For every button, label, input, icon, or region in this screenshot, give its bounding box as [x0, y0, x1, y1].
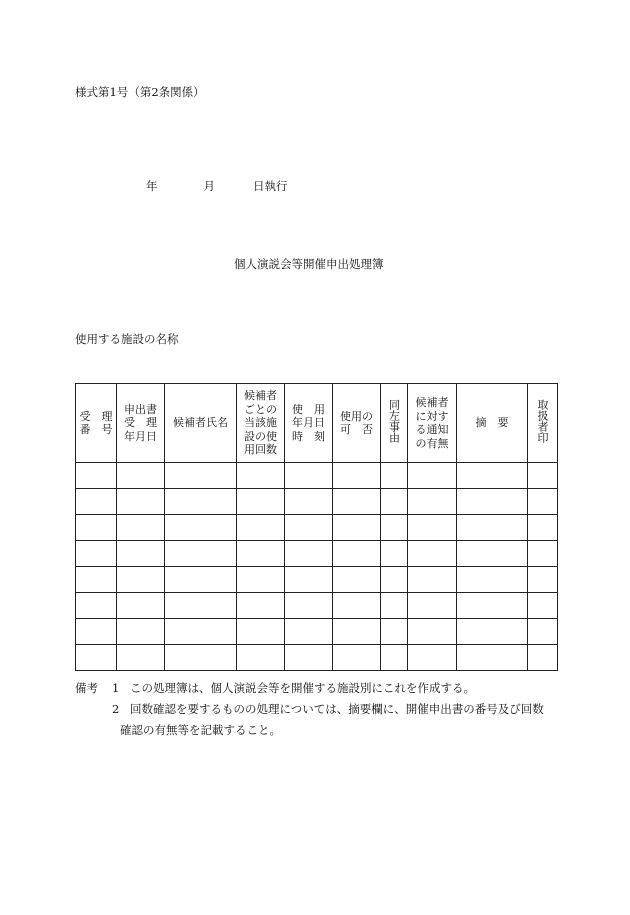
table-cell[interactable] — [117, 619, 165, 645]
document-title: 個人演説会等開催申出処理簿 — [234, 257, 384, 271]
table-cell[interactable] — [457, 593, 528, 619]
table-cell[interactable] — [381, 515, 408, 541]
table-row — [76, 593, 558, 619]
header-application-receipt-date: 申出書 受 理 年月日 — [117, 384, 165, 463]
table-cell[interactable] — [408, 593, 457, 619]
table-cell[interactable] — [528, 463, 558, 489]
table-cell[interactable] — [408, 619, 457, 645]
header-summary: 摘 要 — [457, 384, 528, 463]
table-cell[interactable] — [333, 619, 381, 645]
table-cell[interactable] — [381, 489, 408, 515]
header-candidate-notification: 候補者 に対す る通知 の有無 — [408, 384, 457, 463]
table-cell[interactable] — [528, 567, 558, 593]
table-cell[interactable] — [237, 645, 285, 671]
table-cell[interactable] — [165, 463, 237, 489]
header-use-datetime: 使 用 年月日 時 刻 — [285, 384, 333, 463]
table-cell[interactable] — [333, 541, 381, 567]
table-cell[interactable] — [333, 489, 381, 515]
table-cell[interactable] — [408, 645, 457, 671]
table-cell[interactable] — [457, 567, 528, 593]
header-candidate-name: 候補者氏名 — [165, 384, 237, 463]
table-cell[interactable] — [76, 515, 117, 541]
table-cell[interactable] — [457, 515, 528, 541]
note-1-text: この処理簿は、個人演説会等を開催する施設別にこれを作成する。 — [130, 681, 475, 695]
table-cell[interactable] — [237, 489, 285, 515]
header-handler-seal: 取扱者印 — [528, 384, 558, 463]
table-cell[interactable] — [117, 541, 165, 567]
table-cell[interactable] — [285, 593, 333, 619]
table-cell[interactable] — [165, 515, 237, 541]
form-number: 様式第1号（第2条関係） — [75, 85, 205, 99]
table-cell[interactable] — [408, 567, 457, 593]
note-2-text: 回数確認を要するものの処理については、摘要欄に、開催申出書の番号及び回数 — [130, 702, 544, 716]
header-receipt-number: 受 理 番 号 — [76, 384, 117, 463]
table-cell[interactable] — [237, 515, 285, 541]
header-reason: 同左事由 — [381, 384, 408, 463]
month-label: 月 — [203, 179, 215, 193]
table-cell[interactable] — [76, 489, 117, 515]
table-cell[interactable] — [237, 593, 285, 619]
execution-date-line — [146, 178, 288, 194]
table-cell[interactable] — [285, 515, 333, 541]
table-cell[interactable] — [237, 541, 285, 567]
table-cell[interactable] — [528, 515, 558, 541]
table-cell[interactable] — [333, 463, 381, 489]
table-row — [76, 541, 558, 567]
table-cell[interactable] — [408, 515, 457, 541]
table-cell[interactable] — [408, 463, 457, 489]
table-cell[interactable] — [457, 619, 528, 645]
table-cell[interactable] — [528, 619, 558, 645]
table-cell[interactable] — [333, 515, 381, 541]
table-cell[interactable] — [333, 645, 381, 671]
table-cell[interactable] — [285, 567, 333, 593]
table-row — [76, 619, 558, 645]
note-1-number: 1 — [112, 681, 120, 695]
table-cell[interactable] — [76, 645, 117, 671]
table-cell[interactable] — [117, 463, 165, 489]
table-cell[interactable] — [237, 619, 285, 645]
table-cell[interactable] — [528, 541, 558, 567]
table-row — [76, 463, 558, 489]
header-use-approval: 使用の 可 否 — [333, 384, 381, 463]
table-cell[interactable] — [381, 645, 408, 671]
notes-label: 備考 — [75, 681, 98, 695]
note-2-number: 2 — [112, 702, 120, 716]
table-cell[interactable] — [285, 619, 333, 645]
table-cell[interactable] — [237, 567, 285, 593]
table-cell[interactable] — [285, 463, 333, 489]
table-row — [76, 567, 558, 593]
table-cell[interactable] — [381, 619, 408, 645]
table-cell[interactable] — [165, 619, 237, 645]
table-cell[interactable] — [381, 541, 408, 567]
table-cell[interactable] — [457, 645, 528, 671]
table-cell[interactable] — [117, 567, 165, 593]
facility-name-label: 使用する施設の名称 — [75, 332, 179, 346]
header-facility-use-count: 候補者 ごとの 当該施 設の使 用回数 — [237, 384, 285, 463]
table-cell[interactable] — [165, 567, 237, 593]
table-cell[interactable] — [285, 489, 333, 515]
table-header-row — [76, 384, 558, 463]
table-cell[interactable] — [165, 593, 237, 619]
table-cell[interactable] — [528, 645, 558, 671]
day-execution-label: 日執行 — [253, 179, 288, 193]
table-cell[interactable] — [117, 515, 165, 541]
table-cell[interactable] — [76, 567, 117, 593]
table-cell[interactable] — [76, 619, 117, 645]
table-cell[interactable] — [333, 593, 381, 619]
table-row — [76, 489, 558, 515]
table-cell[interactable] — [117, 489, 165, 515]
table-cell[interactable] — [457, 541, 528, 567]
table-cell[interactable] — [285, 645, 333, 671]
table-cell[interactable] — [528, 593, 558, 619]
table-cell[interactable] — [165, 541, 237, 567]
table-row — [76, 515, 558, 541]
table-cell[interactable] — [381, 567, 408, 593]
table-cell[interactable] — [408, 541, 457, 567]
table-cell[interactable] — [381, 593, 408, 619]
table-cell[interactable] — [457, 489, 528, 515]
table-cell[interactable] — [117, 645, 165, 671]
table-cell[interactable] — [165, 645, 237, 671]
table-cell[interactable] — [76, 593, 117, 619]
table-cell[interactable] — [528, 489, 558, 515]
table-cell[interactable] — [381, 463, 408, 489]
note-2-continuation: 確認の有無等を記載すること。 — [120, 723, 281, 737]
register-table — [75, 383, 558, 671]
table-cell[interactable] — [408, 489, 457, 515]
table-row — [76, 645, 558, 671]
table-cell[interactable] — [76, 541, 117, 567]
table-cell[interactable] — [237, 463, 285, 489]
table-cell[interactable] — [333, 567, 381, 593]
table-cell[interactable] — [285, 541, 333, 567]
table-cell[interactable] — [165, 489, 237, 515]
table-cell[interactable] — [117, 593, 165, 619]
year-label: 年 — [146, 179, 158, 193]
table-cell[interactable] — [457, 463, 528, 489]
table-cell[interactable] — [76, 463, 117, 489]
